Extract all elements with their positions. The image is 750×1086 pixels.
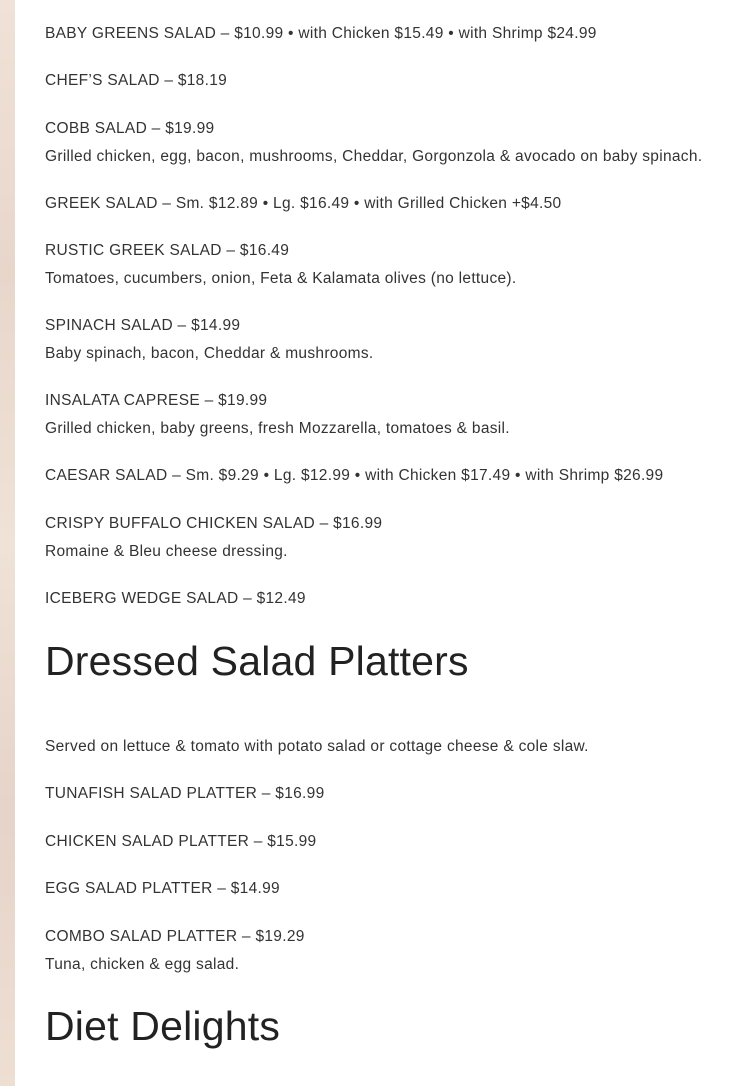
menu-item-cobb-salad [45, 115, 702, 170]
menu-item-title: COBB SALAD – $19.99 [45, 120, 215, 137]
section-intro-platters [45, 733, 589, 761]
menu-item-chefs-salad [45, 67, 227, 95]
menu-item-baby-greens-salad [45, 20, 597, 48]
menu-item-greek-salad [45, 190, 561, 218]
menu-item-title: TUNAFISH SALAD PLATTER – $16.99 [45, 785, 325, 802]
menu-item-rustic-greek-salad [45, 237, 517, 292]
section-heading: Diet Delights [45, 1003, 281, 1049]
menu-item-title: CRISPY BUFFALO CHICKEN SALAD – $16.99 [45, 515, 383, 532]
menu-item-title: EGG SALAD PLATTER – $14.99 [45, 880, 280, 897]
section-heading-diet-delights [45, 1002, 280, 1050]
menu-content [15, 0, 750, 1086]
menu-item-crispy-buffalo-chicken-salad [45, 510, 382, 565]
menu-item-caesar-salad [45, 462, 663, 490]
menu-item-iceberg-wedge-salad [45, 585, 306, 613]
menu-item-description: Baby spinach, bacon, Cheddar & mushrooms. [45, 344, 374, 362]
menu-item-tunafish-salad-platter [45, 780, 325, 808]
menu-item-insalata-caprese [45, 387, 510, 442]
section-heading-dressed-salad-platters [45, 637, 469, 685]
menu-item-title: CAESAR SALAD – Sm. $9.29 • Lg. $12.99 • with Chicken $17.49 • with Shrimp $26.99 [45, 467, 664, 484]
section-intro-text: Served on lettuce & tomato with potato salad or cottage cheese & cole slaw. [45, 738, 589, 755]
menu-item-description: Tomatoes, cucumbers, onion, Feta & Kalamata olives (no lettuce). [45, 269, 517, 287]
decorative-background-strip [0, 0, 15, 1086]
menu-item-combo-salad-platter [45, 923, 305, 978]
menu-item-title: CHEF’S SALAD – $18.19 [45, 72, 228, 89]
menu-item-title: SPINACH SALAD – $14.99 [45, 317, 241, 334]
menu-item-title: BABY GREENS SALAD – $10.99 • with Chicken $15.49 • with Shrimp $24.99 [45, 25, 597, 42]
menu-item-description: Romaine & Bleu cheese dressing. [45, 542, 288, 560]
menu-item-title: COMBO SALAD PLATTER – $19.29 [45, 928, 305, 945]
section-heading: Dressed Salad Platters [45, 638, 469, 684]
menu-item-spinach-salad [45, 312, 374, 367]
menu-item-title: GREEK SALAD – Sm. $12.89 • Lg. $16.49 • with Grilled Chicken +$4.50 [45, 195, 562, 212]
menu-item-egg-salad-platter [45, 875, 280, 903]
menu-item-title: RUSTIC GREEK SALAD – $16.49 [45, 242, 290, 259]
menu-item-title: INSALATA CAPRESE – $19.99 [45, 392, 268, 409]
menu-item-description: Tuna, chicken & egg salad. [45, 955, 240, 973]
menu-item-description: Grilled chicken, baby greens, fresh Mozzarella, tomatoes & basil. [45, 419, 510, 437]
menu-item-title: CHICKEN SALAD PLATTER – $15.99 [45, 833, 317, 850]
menu-item-description: Grilled chicken, egg, bacon, mushrooms, Cheddar, Gorgonzola & avocado on baby spinach. [45, 147, 703, 165]
menu-item-chicken-salad-platter [45, 828, 316, 856]
menu-item-title: ICEBERG WEDGE SALAD – $12.49 [45, 590, 306, 607]
